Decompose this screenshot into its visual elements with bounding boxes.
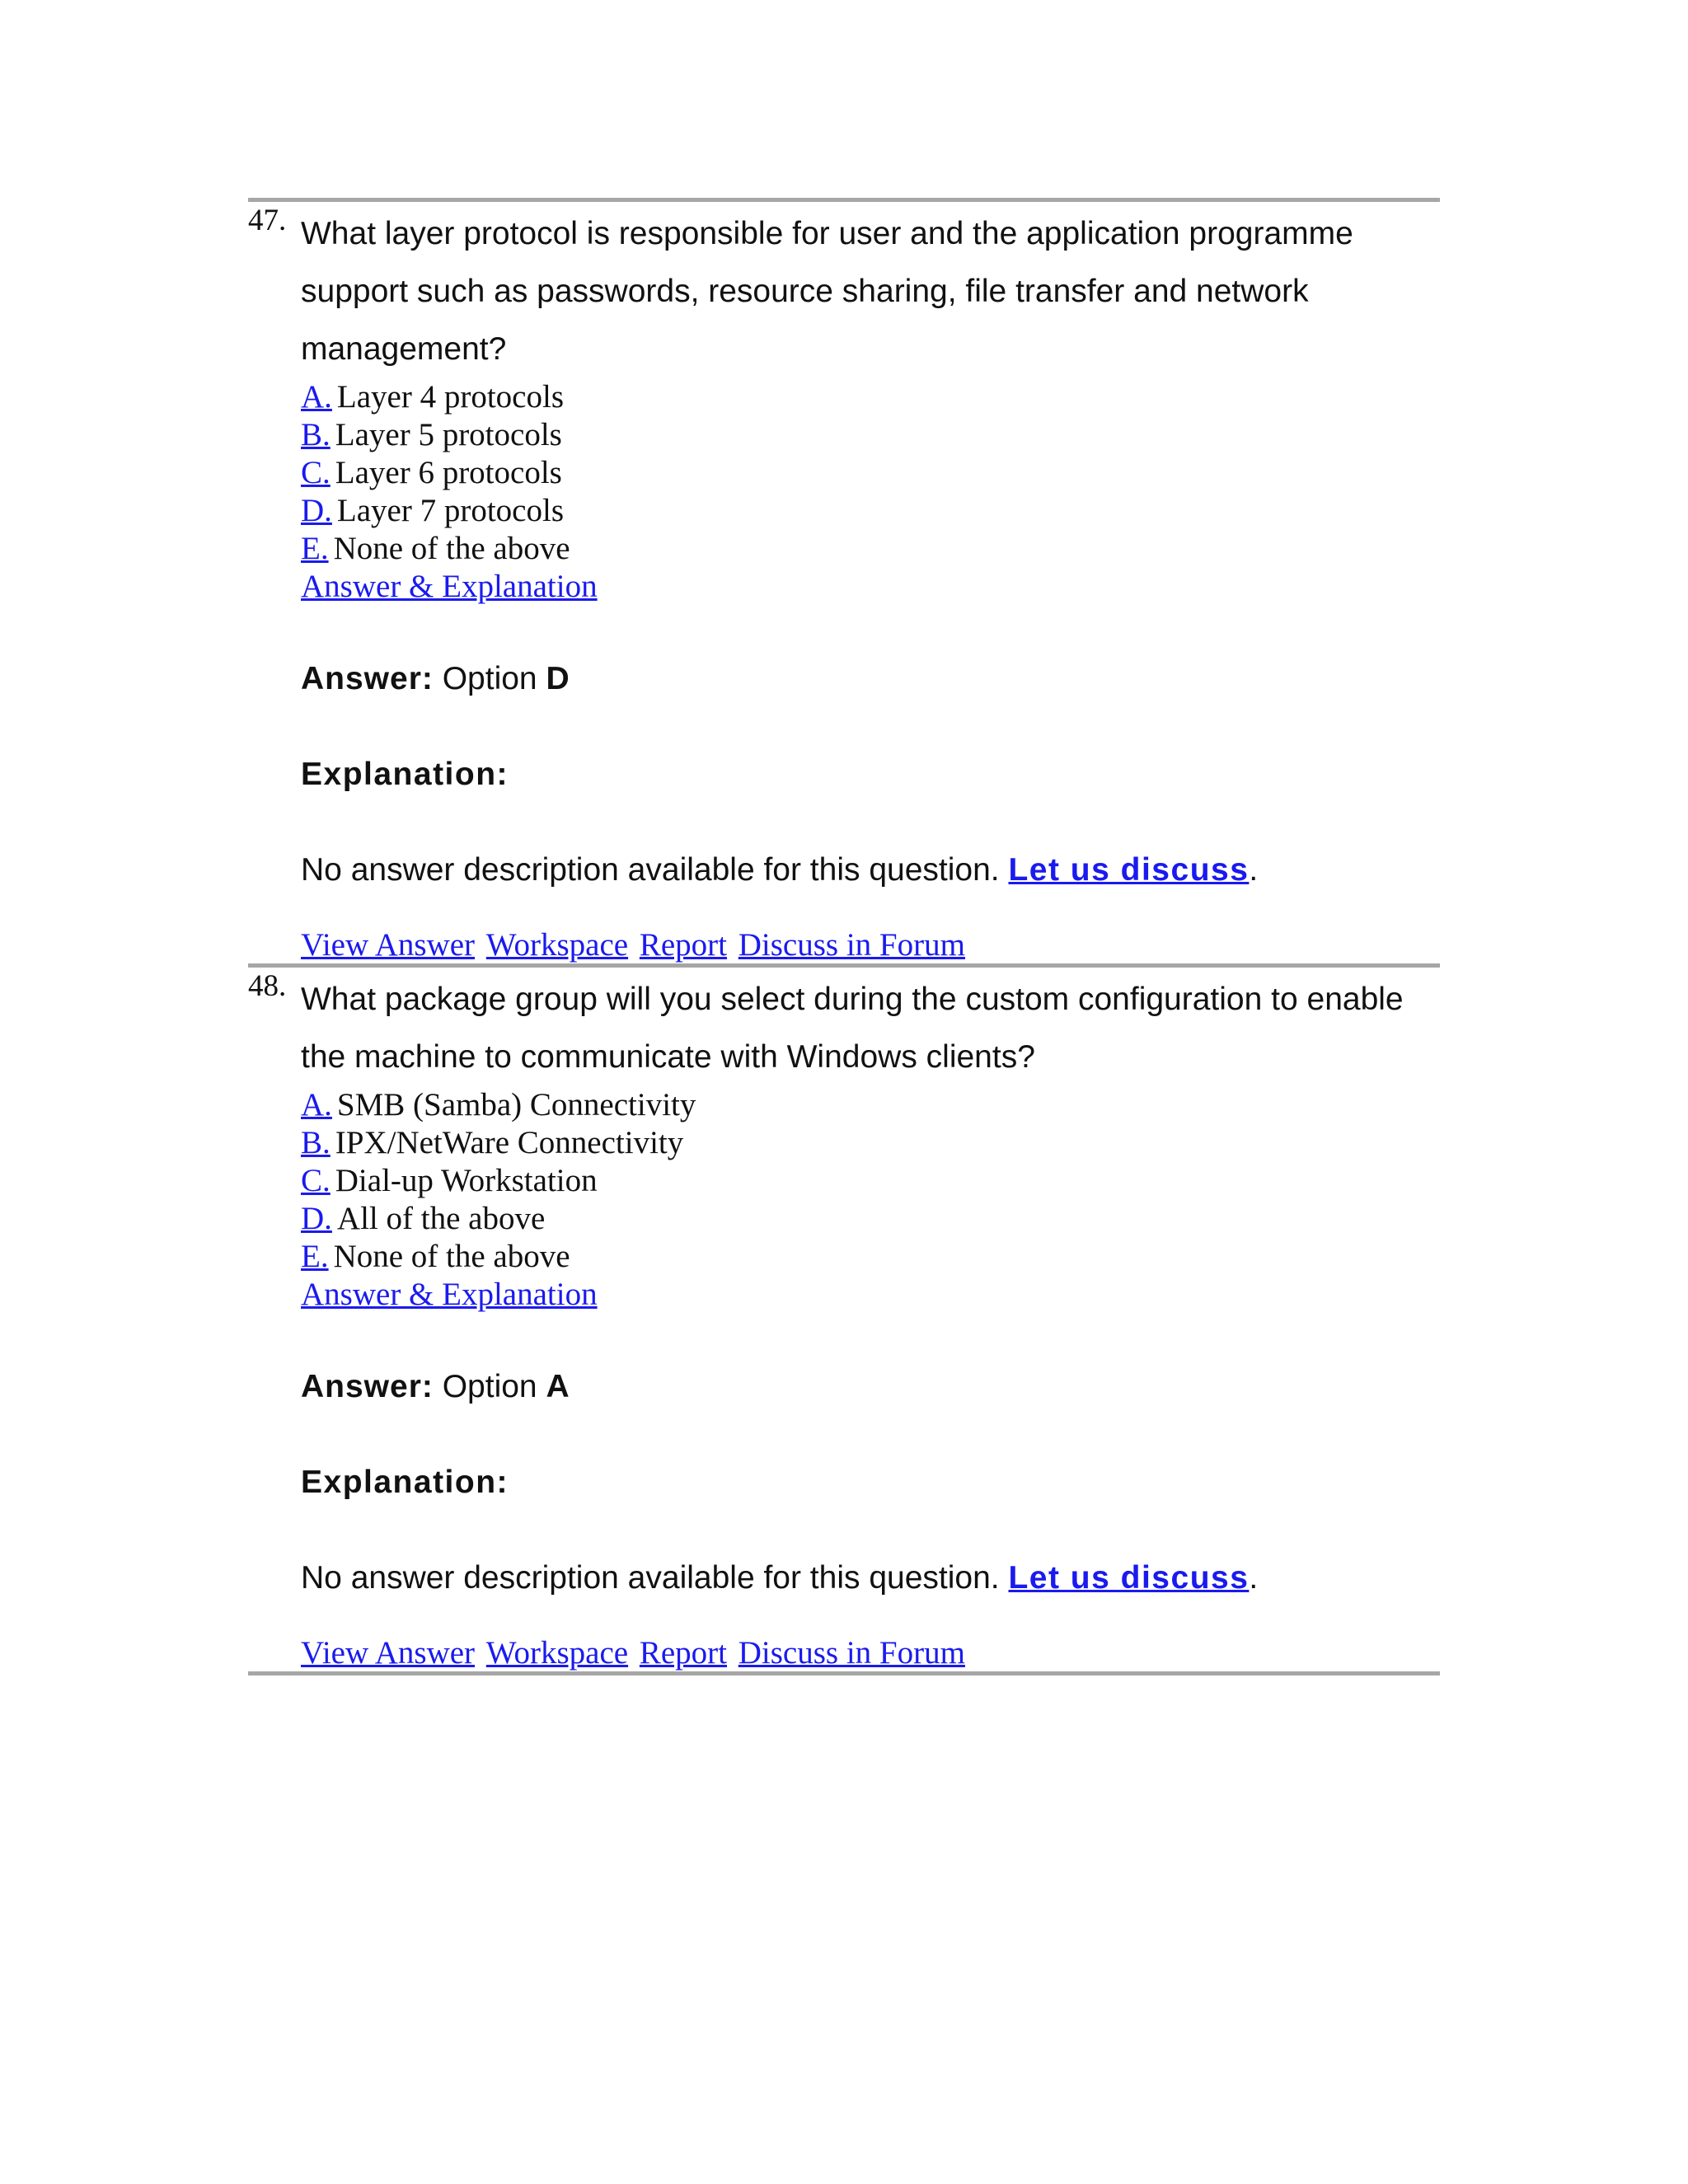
option-c-text: Layer 6 protocols	[335, 455, 562, 490]
explanation-label: Explanation:	[301, 757, 509, 792]
option-e-link[interactable]: E.	[301, 1239, 329, 1274]
options-list	[301, 378, 1440, 568]
question-body	[301, 202, 1440, 963]
report-link[interactable]: Report	[639, 1635, 727, 1671]
discuss-in-forum-link[interactable]: Discuss in Forum	[738, 927, 965, 963]
answer-row	[301, 1365, 1440, 1409]
option-a-link[interactable]: A.	[301, 379, 332, 415]
answer-label: Answer:	[301, 661, 434, 696]
explanation-period: .	[1249, 1560, 1259, 1596]
question-body	[301, 968, 1440, 1671]
workspace-link[interactable]: Workspace	[485, 927, 629, 963]
explanation-label: Explanation:	[301, 1465, 509, 1500]
option-a-link[interactable]: A.	[301, 1087, 332, 1122]
view-answer-link[interactable]: View Answer	[301, 927, 476, 963]
question-footer-links	[301, 1635, 1440, 1671]
option-d-text: Layer 7 protocols	[336, 493, 564, 528]
explanation-text	[301, 848, 1440, 893]
option-c-link[interactable]: C.	[301, 1163, 331, 1198]
option-c	[301, 454, 1440, 492]
explanation-body: No answer description available for this question.	[301, 1560, 1000, 1596]
option-c	[301, 1162, 1440, 1200]
options-list	[301, 1086, 1440, 1276]
answer-explanation-link[interactable]: Answer & Explanation	[301, 569, 598, 604]
divider	[248, 1671, 1440, 1675]
let-us-discuss-link[interactable]: Let us discuss	[1008, 1560, 1250, 1596]
option-d-link[interactable]: D.	[301, 493, 332, 528]
option-b-link[interactable]: B.	[301, 1125, 331, 1160]
option-a-text: Layer 4 protocols	[336, 379, 564, 415]
question-number: 48.	[248, 969, 287, 1003]
question-footer-links	[301, 927, 1440, 963]
answer-row	[301, 657, 1440, 701]
option-a	[301, 1086, 1440, 1124]
answer-letter: A	[546, 1369, 570, 1404]
question-48	[248, 968, 1440, 1671]
quiz-page	[248, 198, 1440, 1675]
question-text: What package group will you select during the custom configuration to enable the machine to communicate with Windows clients?	[301, 982, 1404, 1075]
question-47	[248, 202, 1440, 963]
explanation-body: No answer description available for this question.	[301, 852, 1000, 888]
answer-prefix: Option	[442, 661, 537, 696]
question-number: 47.	[248, 204, 287, 237]
option-e-link[interactable]: E.	[301, 531, 329, 566]
option-a-text: SMB (Samba) Connectivity	[336, 1087, 696, 1122]
question-text: What layer protocol is responsible for user and the application programme support such as passwords, resource sharing, file transfer and network management?	[301, 216, 1353, 367]
discuss-in-forum-link[interactable]: Discuss in Forum	[738, 1635, 965, 1671]
option-b-link[interactable]: B.	[301, 417, 331, 452]
explanation-text	[301, 1556, 1440, 1601]
explanation-period: .	[1249, 852, 1259, 888]
report-link[interactable]: Report	[639, 927, 727, 963]
view-answer-link[interactable]: View Answer	[301, 1635, 476, 1671]
answer-letter: D	[546, 661, 570, 696]
option-e-text: None of the above	[333, 531, 570, 566]
option-c-text: Dial-up Workstation	[335, 1163, 598, 1198]
let-us-discuss-link[interactable]: Let us discuss	[1008, 852, 1250, 888]
answer-explanation-link[interactable]: Answer & Explanation	[301, 1277, 598, 1312]
option-e	[301, 530, 1440, 568]
option-b	[301, 1124, 1440, 1162]
answer-prefix: Option	[442, 1369, 537, 1404]
option-a	[301, 378, 1440, 416]
answer-label: Answer:	[301, 1369, 434, 1404]
option-b-text: IPX/NetWare Connectivity	[335, 1125, 684, 1160]
option-d	[301, 492, 1440, 530]
option-d-text: All of the above	[336, 1201, 546, 1236]
option-b	[301, 416, 1440, 454]
workspace-link[interactable]: Workspace	[485, 1635, 629, 1671]
option-e-text: None of the above	[333, 1239, 570, 1274]
option-e	[301, 1238, 1440, 1276]
option-c-link[interactable]: C.	[301, 455, 331, 490]
option-d	[301, 1200, 1440, 1238]
option-d-link[interactable]: D.	[301, 1201, 332, 1236]
option-b-text: Layer 5 protocols	[335, 417, 562, 452]
